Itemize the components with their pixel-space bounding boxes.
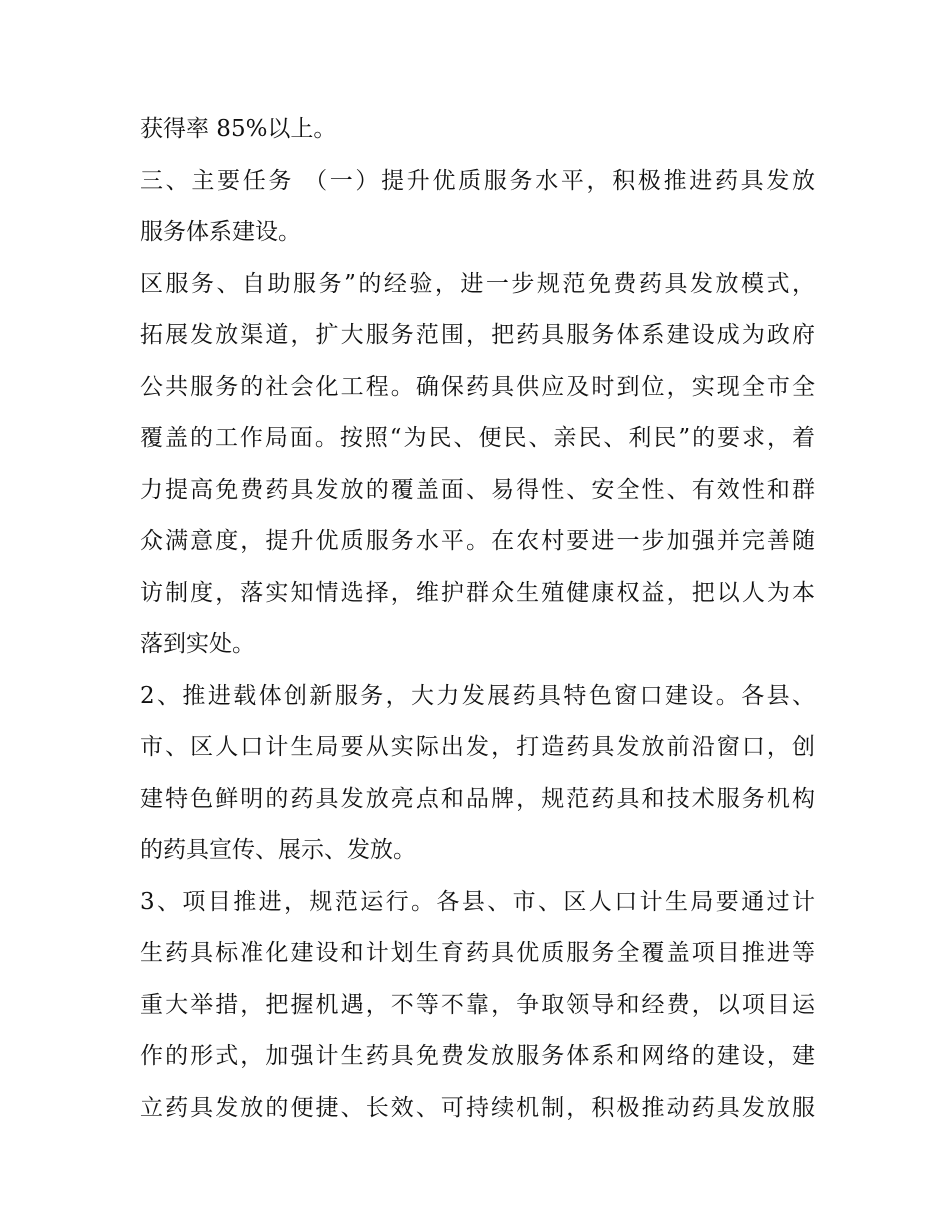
- text-line: 3、项目推进，规范运行。各县、市、区人口计生局要通过计: [140, 888, 815, 915]
- text-line: 2、推进载体创新服务，大力发展药具特色窗口建设。各县、: [140, 682, 815, 709]
- text-line: 生药具标准化建设和计划生育药具优质服务全覆盖项目推进等: [140, 940, 815, 966]
- text-line: 获得率 85%以上。: [140, 116, 337, 142]
- text-line: 覆盖的工作局面。按照“为民、便民、亲民、利民”的要求，着: [140, 425, 815, 451]
- text-line: 重大举措，把握机遇，不等不靠，争取领导和经费，以项目运: [140, 991, 815, 1018]
- text-line: 三、主要任务 （一）提升优质服务水平，积极推进药具发放: [140, 167, 815, 194]
- text-line: 落到实处。: [140, 631, 255, 657]
- text-line: 立药具发放的便捷、长效、可持续机制，积极推动药具发放服: [140, 1094, 815, 1121]
- document-body: [140, 104, 815, 1134]
- text-line: 力提高免费药具发放的覆盖面、易得性、安全性、有效性和群: [140, 476, 815, 503]
- text-line: 市、区人口计生局要从实际出发，打造药具发放前沿窗口，创: [140, 734, 815, 760]
- text-line: 众满意度，提升优质服务水平。在农村要进一步加强并完善随: [140, 528, 815, 554]
- text-line: 建特色鲜明的药具发放亮点和品牌，规范药具和技术服务机构: [140, 785, 815, 812]
- text-line: 拓展发放渠道，扩大服务范围，把药具服务体系建设成为政府: [140, 322, 815, 348]
- text-line: 公共服务的社会化工程。确保药具供应及时到位，实现全市全: [140, 373, 815, 400]
- text-line: 区服务、自助服务”的经验，进一步规范免费药具发放模式，: [140, 270, 815, 297]
- text-line: 作的形式，加强计生药具免费发放服务体系和网络的建设，建: [140, 1043, 815, 1069]
- text-line: 的药具宣传、展示、发放。: [140, 837, 416, 863]
- text-line: 服务体系建设。: [140, 219, 301, 245]
- text-line: 访制度，落实知情选择，维护群众生殖健康权益，把以人为本: [140, 579, 815, 606]
